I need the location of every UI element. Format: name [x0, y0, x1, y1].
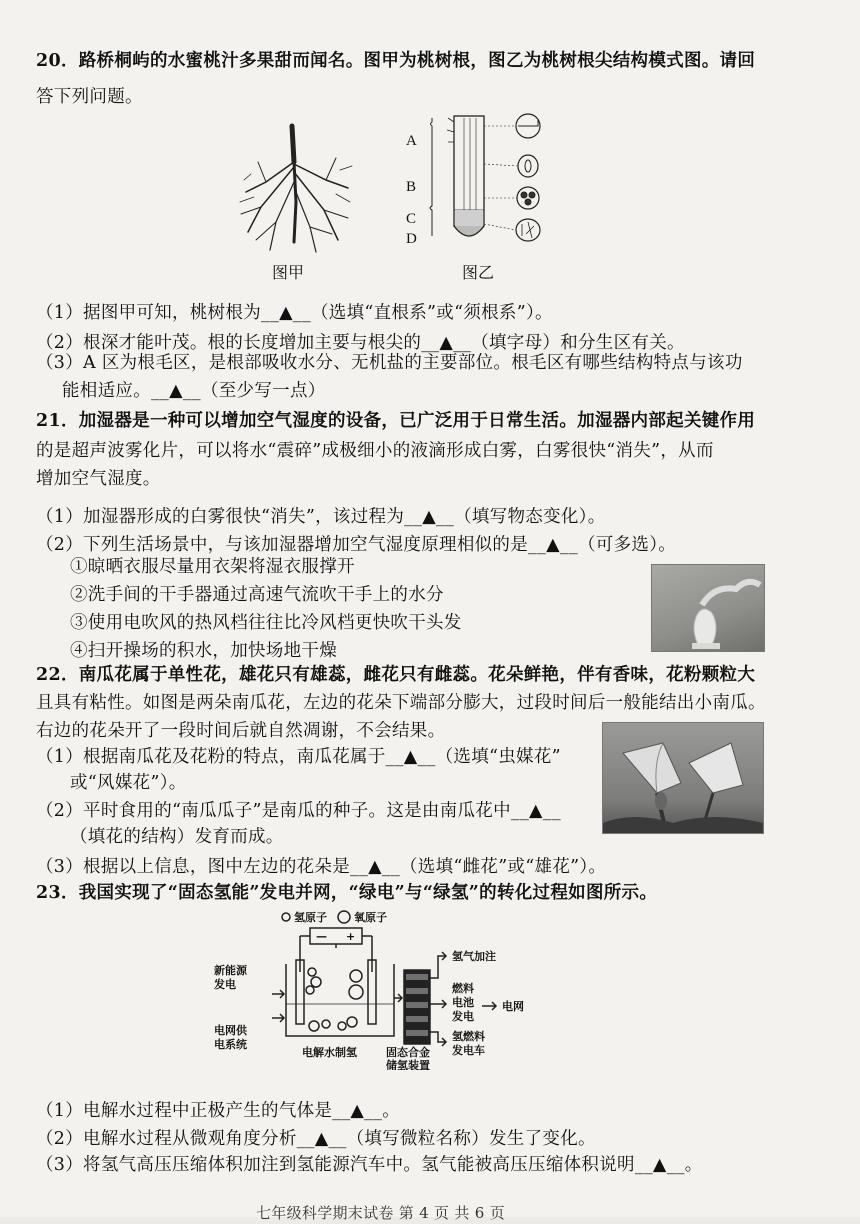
- figure-jia-caption: 图甲: [272, 263, 305, 282]
- q23-stem: 23．我国实现了“固态氢能”发电并网，“绿电”与“绿氢”的转化过程如图所示。: [36, 883, 658, 903]
- q23-part2: （2）电解水过程从微观角度分析__▲__（填写微粒名称）发生了变化。: [36, 1129, 596, 1149]
- q20-stem-line2: 答下列问题。: [36, 87, 143, 107]
- q21-option-1: ①晾晒衣服尽量用衣架将湿衣服撑开: [70, 557, 355, 577]
- output-fuel-cell-line1: 燃料: [452, 982, 474, 995]
- q20-part3-line1: （3）A 区为根毛区，是根部吸收水分、无机盐的主要部位。根毛区有哪些结构特点与该功: [36, 353, 743, 373]
- source-renewable-line2: 发电: [214, 978, 236, 991]
- q23-part3: （3）将氢气高压压缩体积加注到氢能源汽车中。氢气能被高压压缩体积说明__▲__。: [36, 1155, 703, 1175]
- legend-oxygen-atom: 氧原子: [354, 911, 387, 924]
- output-hydrogen-refuel: 氢气加注: [452, 950, 496, 963]
- q22-stem-line1: 22．南瓜花属于单性花，雄花只有雄蕊，雌花只有雌蕊。花朵鲜艳，伴有香味，花粉颗粒大: [36, 665, 756, 685]
- peach-tree-root-figure: [236, 122, 356, 257]
- output-hydrogen-car-line1: 氢燃料: [452, 1030, 485, 1043]
- figure-yi-caption: 图乙: [462, 263, 495, 282]
- hydrogen-process-diagram: [206, 908, 546, 1070]
- q21-option-4: ④扫开操场的积水，加快场地干燥: [70, 641, 337, 661]
- root-tip-label-d: D: [406, 231, 417, 247]
- page-footer: 七年级科学期末试卷 第 4 页 共 6 页: [256, 1204, 505, 1222]
- q22-part2-line1: （2）平时食用的“南瓜瓜子”是南瓜的种子。这是由南瓜花中__▲__: [36, 801, 561, 821]
- root-tip-label-b: B: [406, 179, 417, 195]
- q22-part1-line1: （1）根据南瓜花及花粉的特点，南瓜花属于__▲__（选填“虫媒花”: [36, 747, 561, 767]
- q23-part1: （1）电解水过程中正极产生的气体是__▲__。: [36, 1101, 400, 1121]
- q21-option-2: ②洗手间的干手器通过高速气流吹干手上的水分: [70, 585, 444, 605]
- q22-part1-line2: 或“风媒花”）。: [70, 773, 187, 793]
- q22-stem-line2: 且具有粘性。如图是两朵南瓜花，左边的花朵下端部分膨大，过段时间后一般能结出小南瓜。: [36, 693, 766, 713]
- storage-label-line1: 固态合金: [386, 1046, 430, 1059]
- source-renewable-line1: 新能源: [214, 964, 247, 977]
- q22-stem-line3: 右边的花朵开了一段时间后就自然凋谢，不会结果。: [36, 721, 446, 741]
- q20-part3-line2: 能相适应。__▲__（至少写一点）: [62, 381, 326, 401]
- output-power-grid: 电网: [502, 1000, 524, 1013]
- q21-stem-line2: 的是超声波雾化片，可以将水“震碎”成极细小的液滴形成白雾，白雾很快“消失”，从而: [36, 441, 714, 461]
- source-grid-line1: 电网供: [214, 1024, 247, 1037]
- legend-hydrogen-atom: 氢原子: [294, 911, 327, 924]
- q22-part3: （3）根据以上信息，图中左边的花朵是__▲__（选填“雌花”或“雄花”）。: [36, 857, 607, 877]
- root-tip-structure-figure: [404, 112, 564, 252]
- output-hydrogen-car-line2: 发电车: [452, 1044, 485, 1057]
- q21-stem-line3: 增加空气湿度。: [36, 469, 161, 489]
- pumpkin-flowers-photo: [602, 722, 764, 834]
- root-tip-label-a: A: [406, 133, 417, 149]
- source-grid-line2: 电系统: [214, 1038, 247, 1051]
- q21-part1: （1）加湿器形成的白雾很快“消失”，该过程为__▲__（填写物态变化）。: [36, 507, 606, 527]
- output-fuel-cell-line2: 电池: [452, 996, 474, 1009]
- output-fuel-cell-line3: 发电: [452, 1010, 474, 1023]
- q21-stem-line1: 21．加湿器是一种可以增加空气湿度的设备，已广泛用于日常生活。加湿器内部起关键作用: [36, 411, 756, 431]
- electrolysis-tank-label: 电解水制氢: [302, 1046, 357, 1059]
- root-tip-label-c: C: [406, 211, 417, 227]
- q21-part2: （2）下列生活场景中，与该加湿器增加空气湿度原理相似的是__▲__（可多选）。: [36, 535, 677, 555]
- q20-part1: （1）据图甲可知，桃树根为__▲__（选填“直根系”或“须根系”）。: [36, 303, 553, 323]
- q22-part2-line2: （填花的结构）发育而成。: [70, 827, 284, 847]
- q20-part2: （2）根深才能叶茂。根的长度增加主要与根尖的__▲__（填字母）和分生区有关。: [36, 333, 685, 353]
- storage-label-line2: 储氢装置: [386, 1059, 430, 1070]
- battery-plus: +: [346, 930, 356, 943]
- q21-option-3: ③使用电吹风的热风档往往比冷风档更快吹干头发: [70, 613, 462, 633]
- battery-minus: —: [316, 930, 327, 943]
- q20-stem-line1: 20．路桥桐屿的水蜜桃汁多果甜而闻名。图甲为桃树根，图乙为桃树根尖结构模式图。请回: [36, 51, 756, 71]
- humidifier-photo: [651, 564, 765, 652]
